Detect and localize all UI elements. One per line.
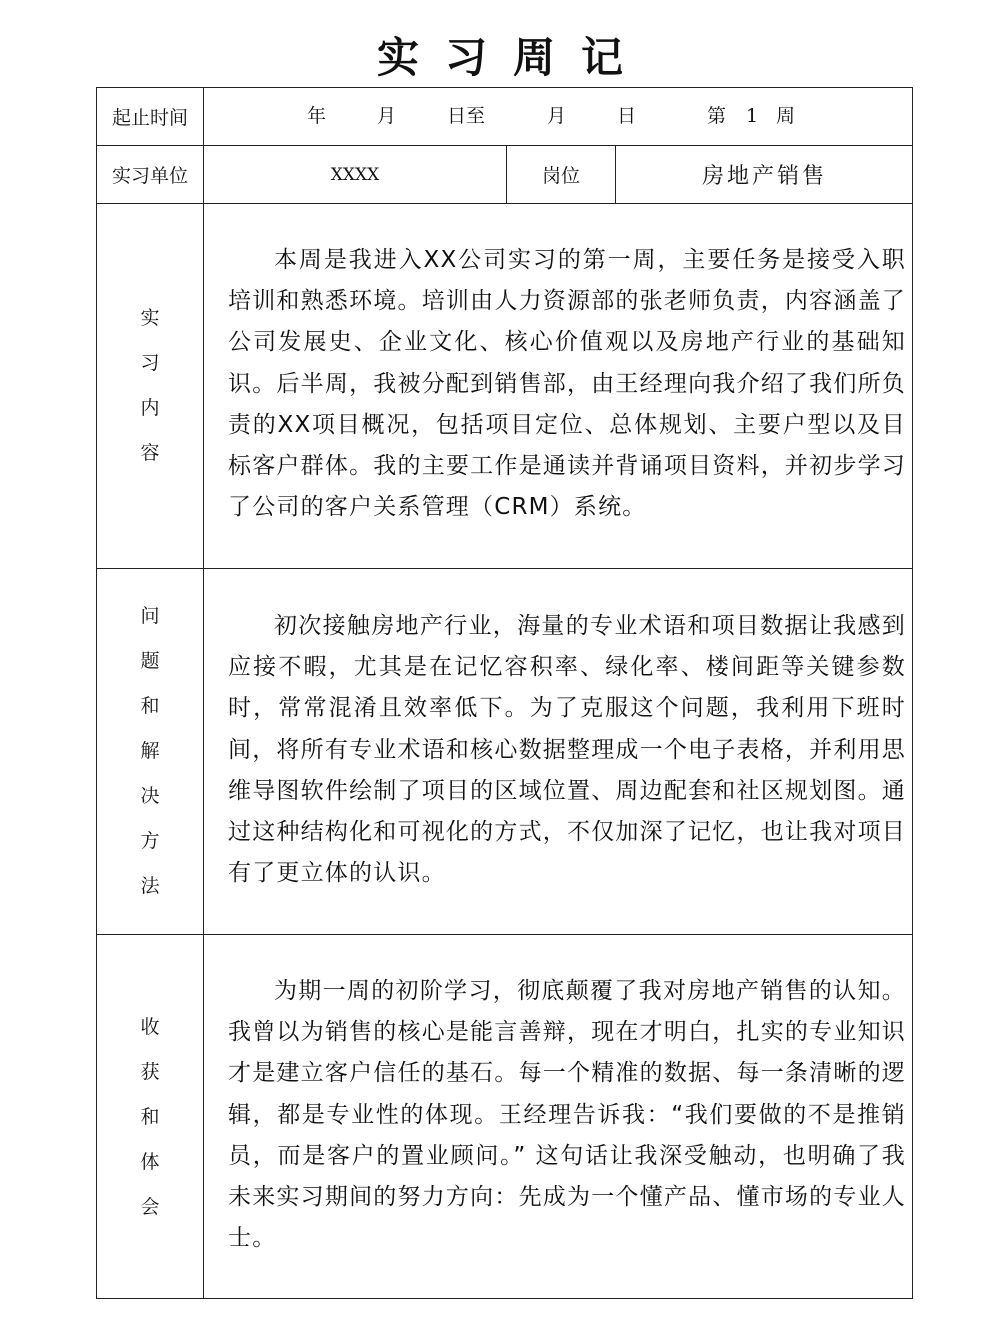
unit-value: XXXX bbox=[330, 164, 380, 185]
section-label-problems bbox=[97, 569, 203, 934]
unit-label: 实习单位 bbox=[111, 165, 188, 187]
date-month-end: 月 bbox=[547, 105, 567, 127]
week-suffix: 周 bbox=[776, 105, 796, 127]
week-number: 1 bbox=[746, 105, 759, 127]
label-char: 问 bbox=[140, 605, 160, 627]
label-char: 收 bbox=[140, 1015, 160, 1038]
label-char: 方 bbox=[140, 830, 160, 852]
label-char: 会 bbox=[140, 1195, 160, 1218]
label-char: 获 bbox=[140, 1060, 160, 1083]
label-char: 和 bbox=[140, 695, 160, 717]
label-char: 实 bbox=[140, 307, 160, 329]
position-value: 房地产销售 bbox=[701, 164, 827, 189]
week-prefix: 第 bbox=[707, 105, 727, 127]
position-label: 岗位 bbox=[541, 165, 580, 187]
label-char: 体 bbox=[140, 1150, 160, 1173]
section-label-gains bbox=[97, 935, 203, 1299]
row-divider bbox=[96, 568, 913, 569]
label-char: 题 bbox=[140, 650, 160, 672]
section-text-problems: 初次接触房地产行业，海量的专业术语和项目数据让我感到应接不暇，尤其是在记忆容积率、绿化率、楼间距等关键参数时，常常混淆且效率低下。为了克服这个问题，我利用下班时间，将所有专业术语和核心数据整理成一个电子表格，并利用思维导图软件绘制了项目的区域位置、周边配套和社区规划图。通过这种结构化和可视化的方式，不仅加深了记忆，也让我对项目有了更立体的认识。 bbox=[228, 613, 906, 887]
time-label: 起止时间 bbox=[111, 107, 188, 129]
section-label-content bbox=[97, 204, 203, 568]
label-char: 法 bbox=[140, 875, 160, 897]
label-char: 习 bbox=[140, 352, 160, 374]
label-char: 和 bbox=[140, 1105, 160, 1128]
label-char: 内 bbox=[140, 397, 160, 419]
label-char: 容 bbox=[140, 442, 160, 464]
column-divider bbox=[203, 87, 204, 1299]
row-divider bbox=[96, 203, 913, 204]
section-text-gains: 为期一周的初阶学习，彻底颠覆了我对房地产销售的认知。我曾以为销售的核心是能言善辩，现在才明白，扎实的专业知识才是建立客户信任的基石。每一个精准的数据、每一条清晰的逻辑，都是专业性的体现。王经理告诉我：“我们要做的不是推销员，而是客户的置业顾问。” 这句话让我深受触动，也明确了我未来实习期间的努力方向：先成为一个懂产品、懂市场的专业人士。 bbox=[228, 978, 906, 1252]
date-year: 年 bbox=[307, 105, 327, 127]
label-char: 解 bbox=[140, 740, 160, 762]
date-day-end: 日 bbox=[617, 105, 637, 127]
section-text-content: 本周是我进入XX公司实习的第一周，主要任务是接受入职培训和熟悉环境。培训由人力资源部的张老师负责，内容涵盖了公司发展史、企业文化、核心价值观以及房地产行业的基础知识。后半周，我被分配到销售部，由王经理向我介绍了我们所负责的XX项目概况，包括项目定位、总体规划、主要户型以及目标客户群体。我的主要工作是通读并背诵项目资料，并初步学习了公司的客户关系管理（CRM）系统。 bbox=[228, 247, 906, 521]
page-title: 实习周记 bbox=[376, 33, 649, 82]
date-day-to: 日至 bbox=[447, 105, 486, 127]
date-month-start: 月 bbox=[377, 105, 397, 127]
row-divider bbox=[96, 934, 913, 935]
label-char: 决 bbox=[140, 785, 160, 807]
